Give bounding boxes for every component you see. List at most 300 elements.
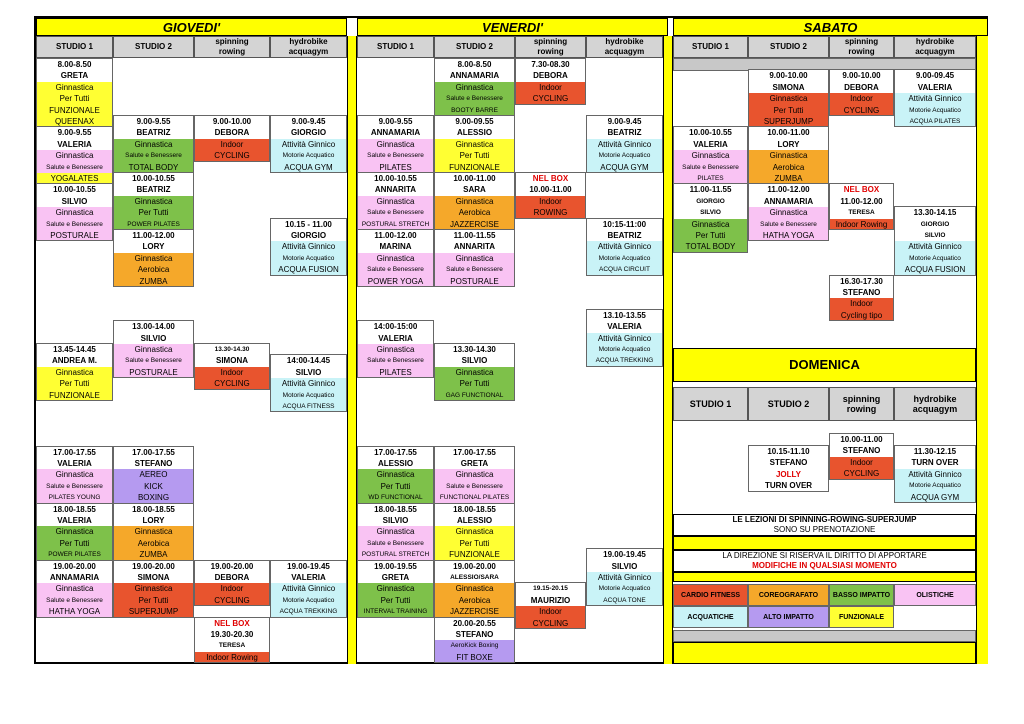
class-info: POSTURAL STRETCH	[358, 549, 433, 560]
class-info: Motorie Acquatico	[587, 344, 662, 355]
class-time: 11.00-11.55	[689, 185, 732, 195]
class-info: Attività Ginnico	[895, 469, 975, 480]
class-info: Per Tutti	[37, 378, 112, 389]
class-instructor: VALERIA	[378, 333, 413, 343]
class-cell[interactable]	[586, 218, 663, 276]
class-instructor: VALERIA	[57, 458, 92, 468]
class-info: Ginnastica	[674, 219, 747, 230]
class-info: Salute e Benessere	[435, 264, 514, 275]
class-info: Ginnastica	[114, 139, 193, 150]
class-info: Salute e Benessere	[749, 219, 828, 230]
class-info: Ginnastica	[435, 253, 514, 264]
column-header-text: spinning	[533, 37, 568, 46]
class-info: ZUMBA	[114, 276, 193, 287]
class-time: 9.00-10.00	[842, 71, 881, 81]
class-info: Motorie Acquatico	[895, 480, 975, 491]
column-header-studio-2	[434, 36, 515, 58]
class-info: Indoor	[195, 583, 269, 594]
class-info: Salute e Benessere	[358, 355, 433, 366]
class-info: GAG FUNCTIONAL	[435, 390, 514, 401]
class-time: 14:00-15:00	[373, 322, 418, 332]
class-cell[interactable]	[194, 343, 270, 390]
class-info: Aerobica	[435, 207, 514, 218]
class-info: Per Tutti	[37, 93, 112, 104]
class-instructor: 19.30-20.30	[210, 629, 254, 639]
class-info: SUPERJUMP	[114, 606, 193, 617]
notice-spacer	[673, 572, 976, 582]
class-time: 18.00-18.55	[374, 504, 417, 514]
class-time: 9.00-09.45	[915, 71, 955, 81]
class-cell[interactable]	[748, 183, 829, 241]
column-header-text: spinning	[844, 37, 879, 46]
class-info: PILATES	[358, 162, 433, 173]
class-cell[interactable]	[113, 320, 194, 378]
class-time: 10.00-11.00	[767, 128, 810, 138]
class-cell[interactable]	[357, 115, 434, 173]
class-cell[interactable]	[113, 503, 194, 561]
class-cell[interactable]	[357, 560, 434, 618]
class-info: TOTAL BODY	[114, 162, 193, 173]
column-header-text: STUDIO 2	[767, 399, 810, 409]
class-info: Salute e Benessere	[358, 264, 433, 275]
class-cell[interactable]	[357, 503, 434, 561]
class-instructor: LORY	[777, 139, 800, 149]
direction-notice-line2: MODIFICHE IN QUALSIASI MOMENTO	[752, 561, 897, 570]
class-time: NEL BOX	[843, 185, 880, 195]
notice-spacer	[673, 536, 976, 550]
class-time: 10.00-10.55	[132, 174, 175, 183]
class-time: 11.00-12.00	[374, 231, 417, 240]
class-time: 13.30-14.30	[453, 345, 496, 354]
class-info: ACQUA FUSION	[895, 264, 975, 275]
class-instructor: ALESSIO/SARA	[450, 573, 499, 581]
class-cell[interactable]	[36, 126, 113, 184]
class-info: Ginnastica	[358, 583, 433, 594]
class-cell[interactable]	[434, 229, 515, 287]
class-instructor: GRETA	[460, 458, 489, 468]
class-cell[interactable]	[36, 58, 113, 127]
class-info: PILATES	[358, 367, 433, 378]
class-cell[interactable]	[270, 560, 347, 618]
class-cell[interactable]	[586, 548, 663, 606]
class-cell[interactable]	[36, 343, 113, 401]
class-cell[interactable]	[36, 503, 113, 561]
class-info: CYCLING	[195, 150, 269, 161]
legend-gray-bar	[673, 630, 976, 642]
class-info: Indoor	[195, 139, 269, 150]
booking-notice-line2: SONO SU PRENOTAZIONE	[773, 525, 876, 534]
class-cell[interactable]	[434, 172, 515, 230]
class-info: Salute e Benessere	[37, 219, 112, 230]
class-instructor: VALERIA	[693, 139, 728, 149]
class-info: Indoor	[830, 298, 893, 309]
class-time: 13.00-14.00	[132, 322, 175, 332]
class-instructor: ALESSIO	[456, 515, 493, 525]
class-info: Ginnastica	[37, 583, 112, 594]
class-time: 10.00-10.55	[689, 128, 732, 138]
class-cell[interactable]	[270, 218, 347, 276]
class-info: Ginnastica	[435, 583, 514, 594]
booking-notice-line1: LE LEZIONI DI SPINNING-ROWING-SUPERJUMP	[732, 515, 917, 524]
class-time: 19.00-20.00	[132, 561, 175, 571]
class-info: Ginnastica	[358, 196, 433, 207]
column-header-text: rowing	[537, 47, 564, 56]
class-time: NEL BOX	[214, 618, 250, 628]
class-info: Motorie Acquatico	[895, 253, 975, 264]
class-instructor: SIMONA	[137, 572, 170, 582]
class-info: Indoor	[830, 457, 893, 468]
class-info: Ginnastica	[435, 469, 514, 480]
class-instructor: LORY	[142, 242, 165, 252]
class-cell[interactable]	[673, 126, 748, 184]
class-info: Motorie Acquatico	[587, 150, 662, 161]
class-info: Ginnastica	[358, 344, 433, 355]
class-info: CYCLING	[830, 468, 893, 479]
class-time: 19.00-20.00	[53, 561, 96, 571]
class-cell[interactable]	[194, 560, 270, 607]
class-time: 19.00-19.45	[287, 561, 330, 571]
class-info: Indoor	[830, 93, 893, 104]
class-info: ACQUA CIRCUIT	[587, 264, 662, 275]
class-info: JAZZERCISE	[435, 219, 514, 230]
column-header-text: STUDIO 2	[770, 42, 807, 51]
class-info: Per Tutti	[435, 378, 514, 389]
class-instructor: GRETA	[60, 71, 89, 81]
class-instructor: 10.00-11.00	[529, 185, 572, 195]
right-border-strip	[976, 36, 988, 664]
class-time: NEL BOX	[532, 174, 569, 183]
sunday-column-header-spinning-rowing	[829, 387, 894, 421]
direction-notice-line1: LA DIREZIONE SI RISERVA IL DIRITTO DI APPORTARE	[722, 551, 927, 560]
class-time: 11.00-12.00	[132, 231, 175, 240]
column-header-text: rowing	[848, 47, 875, 56]
class-cell[interactable]	[434, 446, 515, 504]
column-header-text: STUDIO 2	[456, 42, 493, 51]
class-info: POSTURALE	[37, 230, 112, 241]
class-time: 13.10-13.55	[603, 310, 646, 320]
class-info: Indoor	[195, 367, 269, 378]
class-instructor: DEBORA	[533, 71, 568, 81]
schedule-sheet	[34, 16, 988, 664]
class-cell[interactable]	[829, 183, 894, 230]
column-header-studio-2	[748, 36, 829, 58]
class-info: ACQUA FITNESS	[271, 401, 346, 412]
column-separator	[347, 36, 357, 664]
class-time: 13.30-14.15	[913, 208, 957, 218]
class-time: 8.00-8.50	[457, 60, 492, 69]
class-cell[interactable]	[113, 172, 194, 230]
class-time: 10.00-11.00	[453, 174, 496, 183]
class-info: Indoor	[516, 196, 585, 207]
class-time: 10:15-11:00	[602, 219, 647, 229]
class-cell[interactable]	[36, 183, 113, 241]
class-time: 18.00-18.55	[53, 504, 96, 514]
column-header-text: STUDIO 1	[689, 399, 732, 409]
class-info: QUEENAX	[37, 116, 112, 127]
class-info: CYCLING	[195, 378, 269, 389]
class-info: Ginnastica	[749, 207, 828, 218]
class-info: TERESA	[848, 209, 875, 217]
class-instructor: BEATRIZ	[607, 230, 642, 240]
class-info: ACQUA GYM	[895, 492, 975, 503]
class-info: CYCLING	[516, 93, 585, 104]
class-time: 13.45-14.45	[53, 345, 96, 354]
class-instructor: ANNAMARIA	[449, 71, 500, 81]
class-cell[interactable]	[434, 503, 515, 561]
class-cell[interactable]	[194, 617, 270, 664]
class-time: 10.15 - 11.00	[285, 219, 332, 229]
class-cell[interactable]	[357, 320, 434, 378]
class-cell[interactable]	[673, 183, 748, 252]
class-cell[interactable]	[36, 560, 113, 618]
column-header-text: hydrobike	[289, 37, 328, 46]
class-instructor: VALERIA	[291, 572, 326, 582]
class-info: POSTURALE	[435, 276, 514, 287]
class-cell[interactable]	[357, 172, 434, 230]
class-info: Ginnastica	[674, 150, 747, 161]
class-info: ACQUA GYM	[587, 162, 662, 173]
class-cell[interactable]	[113, 446, 194, 504]
class-cell[interactable]	[36, 446, 113, 504]
class-time: 11.00-11.55	[453, 231, 496, 240]
class-info: PILATES YOUNG	[37, 492, 112, 503]
class-info: Attività Ginnico	[587, 572, 662, 583]
class-info: Motorie Acquatico	[895, 105, 975, 116]
class-cell[interactable]	[515, 58, 586, 105]
class-info: POSTURALE	[114, 367, 193, 378]
class-cell[interactable]	[113, 560, 194, 618]
class-instructor: VALERIA	[57, 139, 92, 149]
class-cell[interactable]	[434, 560, 515, 618]
class-info: ACQUA FUSION	[271, 264, 346, 275]
legend-basso-impatto: BASSO IMPATTO	[829, 584, 894, 606]
class-info: Attività Ginnico	[587, 139, 662, 150]
class-cell[interactable]	[434, 343, 515, 401]
class-instructor: STEFANO	[134, 458, 173, 468]
class-info: POWER YOGA	[358, 276, 433, 287]
class-cell[interactable]	[113, 229, 194, 287]
sunday-column-header-hydrobike-acquagym	[894, 387, 976, 421]
class-info: Ginnastica	[435, 367, 514, 378]
class-time: 9.00-9.45	[607, 117, 642, 126]
class-instructor: GIORGIO	[290, 230, 327, 240]
class-cell[interactable]	[434, 58, 515, 116]
class-info: Per Tutti	[358, 595, 433, 606]
column-header-text: STUDIO 1	[56, 42, 93, 51]
class-info: Indoor	[516, 606, 585, 617]
class-info: Salute e Benessere	[435, 93, 514, 104]
class-cell[interactable]	[434, 617, 515, 664]
class-info: AeroKick Boxing	[435, 640, 514, 651]
class-cell[interactable]	[829, 69, 894, 116]
class-cell[interactable]	[894, 206, 976, 275]
class-cell[interactable]	[515, 172, 586, 219]
class-cell[interactable]	[586, 115, 663, 173]
class-instructor: GIORGIO	[290, 128, 327, 138]
class-info: Per Tutti	[749, 105, 828, 116]
column-header-studio-2	[113, 36, 194, 58]
class-instructor: DEBORA	[214, 128, 250, 138]
class-info: ZUMBA	[114, 549, 193, 560]
class-time: 10.00-11.00	[840, 435, 883, 444]
column-header-text: acquagym	[288, 47, 329, 56]
class-info: TURN OVER	[911, 458, 959, 468]
class-time: 19.00-20.00	[453, 561, 496, 571]
class-info: Per Tutti	[114, 595, 193, 606]
class-instructor: GIORGIO	[696, 197, 725, 205]
class-time: 17.00-17.55	[453, 447, 496, 457]
class-info: Ginnastica	[37, 469, 112, 480]
class-info: ACQUA GYM	[271, 162, 346, 173]
class-info: TOTAL BODY	[674, 241, 747, 252]
class-info: Salute e Benessere	[114, 355, 193, 366]
class-time: 7.30-08.30	[531, 60, 570, 69]
class-info: FUNZIONALE	[37, 105, 112, 116]
class-time: 9.00-10.00	[769, 71, 808, 81]
column-header-spinning-rowing	[515, 36, 586, 58]
class-info: Salute e Benessere	[435, 481, 514, 492]
column-header-text: hydrobike	[913, 394, 957, 404]
class-cell[interactable]	[515, 582, 586, 629]
class-cell[interactable]	[270, 354, 347, 412]
class-info: FUNCTIONAL PILATES	[435, 492, 514, 503]
class-time: 17.00-17.55	[132, 447, 175, 457]
class-info: Indoor	[516, 82, 585, 93]
class-info: Aerobica	[435, 595, 514, 606]
class-info: WD FUNCTIONAL	[358, 492, 433, 503]
class-info: Ginnastica	[358, 139, 433, 150]
class-info: PILATES	[674, 173, 747, 184]
class-cell[interactable]	[194, 115, 270, 162]
class-cell[interactable]	[357, 229, 434, 287]
class-time: 19.00-19.45	[603, 550, 646, 560]
column-header-hydrobike-acquagym	[586, 36, 663, 58]
class-info: ROWING	[516, 207, 585, 218]
class-info: STEFANO	[842, 446, 881, 456]
class-instructor: SILVIO	[461, 356, 488, 366]
class-cell[interactable]	[748, 69, 829, 127]
class-info: SILVIO	[700, 209, 721, 217]
class-info: FUNZIONALE	[37, 390, 112, 401]
column-header-text: acquagym	[604, 47, 645, 56]
class-cell[interactable]	[270, 115, 347, 173]
column-header-studio-1	[36, 36, 113, 58]
class-instructor: SILVIO	[61, 196, 88, 206]
class-info: Ginnastica	[358, 253, 433, 264]
class-info: Ginnastica	[435, 82, 514, 93]
class-info: Ginnastica	[37, 367, 112, 378]
class-info: Motorie Acquatico	[587, 253, 662, 264]
class-instructor: LORY	[142, 515, 165, 525]
class-info: TURN OVER	[764, 481, 813, 491]
class-cell[interactable]	[829, 275, 894, 322]
class-info: SUPERJUMP	[749, 116, 828, 127]
column-header-text: rowing	[218, 47, 246, 56]
class-instructor: ANNAMARIA	[763, 196, 814, 206]
class-cell[interactable]	[894, 69, 976, 127]
legend-cardio-fitness: CARDIO FITNESS	[673, 584, 748, 606]
class-info: POSTURAL STRETCH	[358, 219, 433, 230]
class-instructor: SILVIO	[611, 561, 638, 571]
class-time: 17.00-17.55	[53, 447, 96, 457]
class-cell[interactable]	[748, 126, 829, 184]
class-info: Attività Ginnico	[587, 241, 662, 252]
class-info: AEREO	[114, 469, 193, 480]
class-time: 10.15-11.10	[767, 447, 810, 456]
class-info: Per Tutti	[37, 538, 112, 549]
class-info: TERESA	[218, 642, 246, 650]
class-instructor: BEATRIZ	[136, 185, 171, 195]
class-time: 18.00-18.55	[132, 504, 175, 514]
class-instructor: VALERIA	[917, 82, 953, 92]
sunday-class-cell[interactable]	[748, 445, 829, 492]
class-info: Salute e Benessere	[674, 162, 747, 173]
class-instructor: SILVIO	[382, 515, 409, 525]
class-time: 14:00-14.45	[286, 356, 331, 366]
sunday-class-cell[interactable]	[894, 445, 976, 503]
class-instructor: ANNARITA	[374, 185, 417, 195]
class-info: Ginnastica	[114, 253, 193, 264]
column-header-text: STUDIO 2	[135, 42, 172, 51]
class-instructor: VALERIA	[57, 515, 92, 525]
class-info: Ginnastica	[37, 150, 112, 161]
class-instructor: SILVIO	[295, 367, 322, 377]
class-instructor: GIORGIO	[920, 220, 950, 228]
direction-notice	[673, 550, 976, 572]
class-cell[interactable]	[357, 446, 434, 504]
class-instructor: BEATRIZ	[136, 128, 171, 138]
class-info: INTERVAL TRAINING	[358, 606, 433, 617]
class-cell[interactable]	[586, 309, 663, 367]
class-time: 17.00-17.55	[374, 447, 417, 457]
class-info: Ginnastica	[37, 82, 112, 93]
day-header-thursday: GIOVEDI'	[36, 18, 347, 36]
class-info: Salute e Benessere	[37, 162, 112, 173]
class-info: ZUMBA	[749, 173, 828, 184]
day-header-friday: VENERDI'	[357, 18, 668, 36]
class-instructor: MAURIZIO	[530, 595, 571, 605]
class-cell[interactable]	[113, 115, 194, 173]
class-instructor: 11.00-12.00	[840, 196, 883, 206]
sunday-class-cell[interactable]	[829, 433, 894, 480]
class-time: 9.00-9.55	[378, 117, 413, 126]
class-instructor: BEATRIZ	[607, 128, 642, 138]
class-info: Motorie Acquatico	[271, 150, 346, 161]
class-info: Motorie Acquatico	[271, 390, 346, 401]
class-info: Ginnastica	[435, 526, 514, 537]
class-time: 11.00-12.00	[767, 185, 810, 195]
sunday-column-header-studio-1	[673, 387, 748, 421]
class-info: Motorie Acquatico	[271, 595, 346, 606]
column-header-text: hydrobike	[605, 37, 644, 46]
class-instructor: ANNAMARIA	[49, 572, 100, 582]
class-instructor: ALESSIO	[377, 458, 414, 468]
bottom-yellow-bar	[673, 642, 976, 664]
class-info: Cycling tipo	[830, 310, 893, 321]
column-header-text: STUDIO 1	[377, 42, 414, 51]
class-instructor: ALESSIO	[456, 128, 493, 138]
class-info: JAZZERCISE	[435, 606, 514, 617]
sunday-column-header-studio-2	[748, 387, 829, 421]
column-header-spinning-rowing	[829, 36, 894, 58]
class-info: Attività Ginnico	[895, 93, 975, 104]
class-info: ACQUA TREKKING	[587, 355, 662, 366]
class-info: Aerobica	[114, 264, 193, 275]
class-info: Ginnastica	[37, 207, 112, 218]
class-cell[interactable]	[434, 115, 515, 173]
class-info: Ginnastica	[749, 150, 828, 161]
class-info: Motorie Acquatico	[271, 253, 346, 264]
